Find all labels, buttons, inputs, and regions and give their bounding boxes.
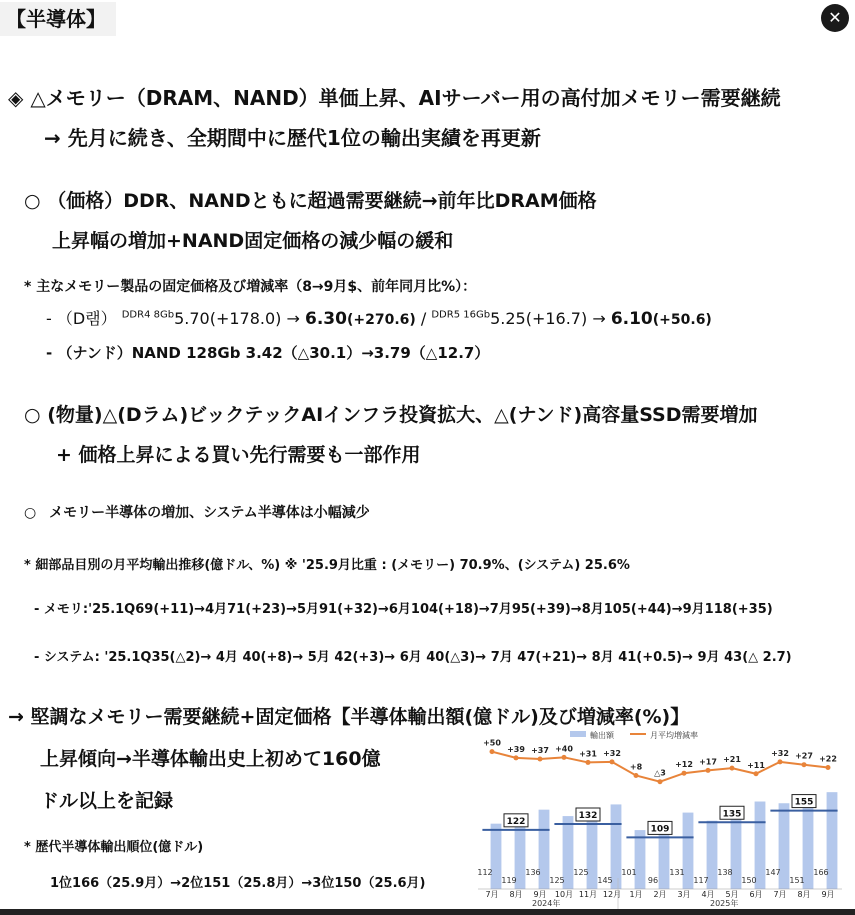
quarter-average-label: 135 <box>722 809 742 820</box>
rate-point <box>682 771 687 776</box>
rate-label: +50 <box>483 738 501 748</box>
rate-point <box>586 760 591 765</box>
bar-value-label: 96 <box>647 876 659 885</box>
price-text-1: （価格）DDR、NANDともに超過需要継続→前年比DRAM価格 <box>47 190 597 212</box>
dram-prefix: - （D램） <box>46 309 117 328</box>
bar-value-label: 150 <box>741 876 757 885</box>
circle-bullet-icon: ○ <box>24 190 41 212</box>
x-tick-label: 6月 <box>749 890 763 899</box>
rate-point <box>538 757 543 762</box>
close-button[interactable]: ✕ <box>821 4 849 32</box>
rate-label: +27 <box>795 751 813 761</box>
system-trend: - システム: '25.1Q35(△2)→ 4月 40(+8)→ 5月 42(+3)→ 6月 40(△3)→ 7月 47(+21)→ 8月 41(+0.5)→ 9月 43(△ 2.7) <box>34 650 792 665</box>
rate-point <box>610 759 615 764</box>
export-bar <box>635 830 646 889</box>
price-line-2: 上昇幅の増加+NAND固定価格の減少幅の緩和 <box>52 230 454 252</box>
arrow-right-icon: → <box>286 309 300 328</box>
rate-label: +8 <box>629 762 643 772</box>
summary-line-3: ドル以上を記録 <box>40 790 174 812</box>
diamond-bullet-icon: ◈ <box>8 86 24 110</box>
rank-note: * 歴代半導体輸出順位(億ドル) <box>24 840 204 855</box>
price-line-1 <box>24 186 597 213</box>
rate-label: +22 <box>819 754 837 764</box>
ddr4-to-rate: (+270.6) <box>346 312 416 328</box>
legend-line-label: 月平均増減率 <box>650 731 698 740</box>
x-tick-label: 5月 <box>725 890 739 899</box>
x-tick-label: 1月 <box>629 890 643 899</box>
rate-label: +21 <box>723 755 741 765</box>
x-tick-label: 9月 <box>533 890 547 899</box>
summary-line-1: → 堅調なメモリー需要継続+固定価格【半導体輸出額(億ドル)及び増減率(%)】 <box>8 706 690 728</box>
ddr4-to: 6.30 <box>305 309 347 329</box>
memory-note: * 細部品目別の月平均輸出推移(億ドル、%) ※ '25.9月比重 : (メモリー) 70.9%、(システム) 25.6% <box>24 558 630 573</box>
x-tick-label: 11月 <box>578 890 598 899</box>
ddr5-from: 5.25(+16.7) <box>490 309 588 328</box>
rate-point <box>514 755 519 760</box>
ddr5-to-rate: (+50.6) <box>652 312 712 328</box>
x-tick-label: 8月 <box>509 890 523 899</box>
bottom-border <box>0 909 855 915</box>
rate-point <box>562 755 567 760</box>
rate-point <box>706 768 711 773</box>
summary-line-2: 上昇傾向→半導体輸出史上初めて160億 <box>40 748 381 770</box>
bar-value-label: 125 <box>549 876 565 885</box>
bar-value-label: 145 <box>597 876 613 885</box>
export-bar <box>491 824 502 889</box>
bar-value-label: 151 <box>789 876 805 885</box>
rate-label: +32 <box>603 748 621 758</box>
rate-point <box>634 773 639 778</box>
volume-line-1 <box>24 400 757 427</box>
rank-line: 1位166（25.9月）→2位151（25.8月）→3位150（25.6月) <box>50 876 426 891</box>
volume-text-1: (物量)△(Dラム)ビックテックAIインフラ投資拡大、△(ナンド)高容量SSD需要増加 <box>47 404 758 426</box>
bar-value-label: 101 <box>621 868 637 877</box>
bar-value-label: 147 <box>765 868 781 877</box>
ddr5-to: 6.10 <box>610 309 653 329</box>
rate-label: +32 <box>771 748 789 758</box>
memory-text: メモリー半導体の増加、システム半導体は小幅減少 <box>49 505 370 521</box>
x-tick-label: 10月 <box>554 890 574 899</box>
arrow-right-icon: → <box>592 309 606 328</box>
ddr4-ref: DDR4 8Gb <box>121 309 175 321</box>
rate-label: +11 <box>747 760 765 770</box>
quarter-average-label: 109 <box>650 824 670 835</box>
memory-trend: - メモリ:'25.1Q69(+11)→4月71(+23)→5月91(+32)→6月104(+18)→7月95(+39)→8月105(+44)→9月118(+35) <box>34 602 773 617</box>
circle-bullet-icon: ○ <box>24 505 37 521</box>
bar-value-label: 125 <box>573 868 589 877</box>
headline-text-1: △メモリー（DRAM、NAND）単価上昇、AIサーバー用の高付加メモリー需要継続 <box>30 86 781 110</box>
slash-separator: / <box>420 309 427 328</box>
dram-price-row <box>46 306 712 329</box>
rate-label: △3 <box>654 768 666 778</box>
export-bar <box>539 810 550 889</box>
circle-bullet-icon: ○ <box>24 404 41 426</box>
headline-line-2: → 先月に続き、全期間中に歴代1位の輸出実績を再更新 <box>44 126 541 150</box>
year-label-2024: 2024年 <box>532 899 561 908</box>
rate-label: +31 <box>579 749 597 759</box>
rate-label: +40 <box>555 744 573 754</box>
rate-point <box>778 759 783 764</box>
rate-point <box>490 749 495 754</box>
bar-value-label: 131 <box>669 868 685 877</box>
nand-price-row: - （ナンド）NAND 128Gb 3.42（△30.1）→3.79（△12.7） <box>46 344 490 362</box>
rate-point <box>754 771 759 776</box>
ddr4-from: 5.70(+178.0) <box>174 309 282 328</box>
memory-line <box>24 502 370 522</box>
quarter-average-label: 132 <box>578 811 598 821</box>
rate-label: +39 <box>507 744 525 754</box>
price-note: * 主なメモリー製品の固定価格及び増減率（8→9月$、前年同月比%）： <box>24 279 477 295</box>
x-tick-label: 9月 <box>821 890 835 899</box>
rate-point <box>802 762 807 767</box>
rate-label: +12 <box>675 760 693 770</box>
bar-value-label: 136 <box>525 868 541 877</box>
quarter-average-label: 155 <box>794 797 814 808</box>
section-title: 【半導体】 <box>0 2 116 36</box>
x-tick-label: 4月 <box>701 890 715 899</box>
x-tick-label: 7月 <box>485 890 499 899</box>
ddr5-ref: DDR5 16Gb <box>431 309 491 321</box>
bar-value-label: 119 <box>501 876 517 885</box>
x-tick-label: 12月 <box>602 890 622 899</box>
x-tick-label: 7月 <box>773 890 787 899</box>
rate-point <box>826 765 831 770</box>
x-tick-label: 8月 <box>797 890 811 899</box>
bar-value-label: 117 <box>693 876 709 885</box>
legend-bar-swatch <box>570 731 586 737</box>
rate-label: +17 <box>699 757 717 767</box>
rate-point <box>658 779 663 784</box>
bar-value-label: 112 <box>477 868 493 877</box>
rate-label: +37 <box>531 746 549 756</box>
headline-line-1 <box>8 82 781 111</box>
export-chart <box>470 728 850 910</box>
x-tick-label: 3月 <box>677 890 691 899</box>
export-bar <box>659 833 670 889</box>
export-bar <box>683 813 694 889</box>
export-bar <box>587 816 598 889</box>
rate-point <box>730 766 735 771</box>
legend-bar-label: 輸出額 <box>590 731 614 740</box>
x-tick-label: 2月 <box>653 890 667 899</box>
quarter-average-label: 122 <box>506 816 526 827</box>
volume-line-2: + 価格上昇による買い先行需要も一部作用 <box>56 444 421 466</box>
bar-value-label: 138 <box>717 868 733 877</box>
bar-value-label: 166 <box>813 868 829 877</box>
year-label-2025: 2025年 <box>710 899 739 908</box>
